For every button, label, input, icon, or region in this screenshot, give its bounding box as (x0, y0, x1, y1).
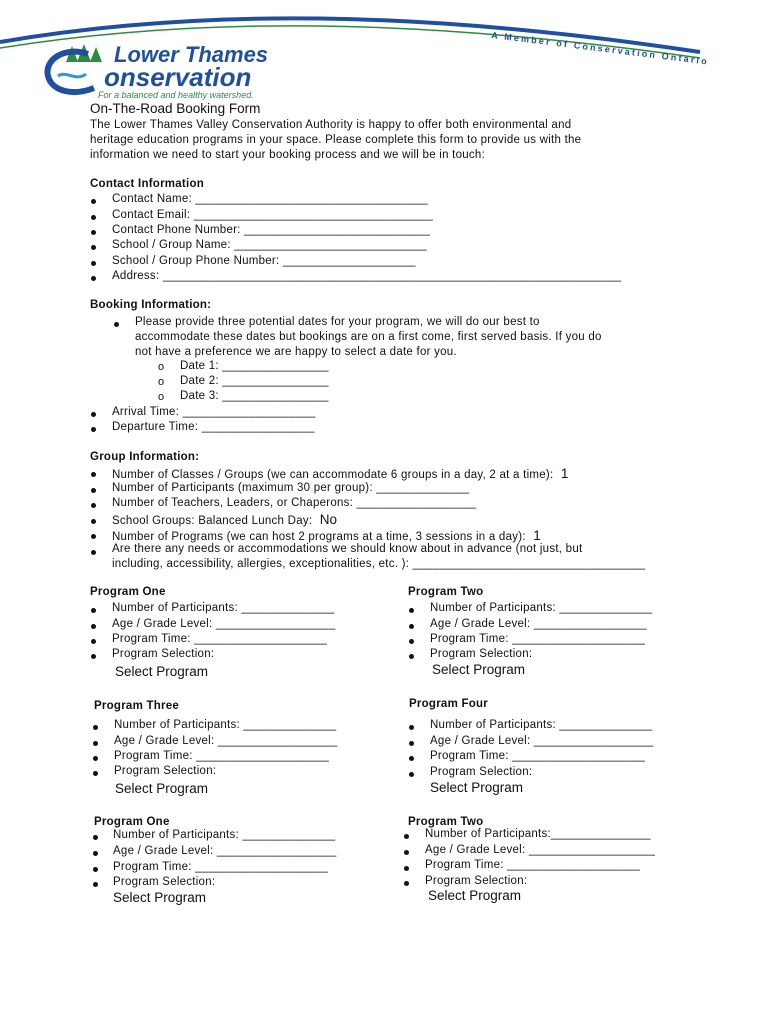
lunch-day-label: School Groups: Balanced Lunch Day: (112, 515, 313, 527)
p2-time-field[interactable]: Program Time: ____________________ (430, 633, 646, 645)
p3-grade-field[interactable]: Age / Grade Level: __________________ (114, 735, 338, 747)
p6-grade-field[interactable]: Age / Grade Level: ___________________ (425, 844, 656, 856)
p3-selection-label: Program Selection: (114, 765, 217, 777)
arrival-time-field[interactable]: Arrival Time: ____________________ (112, 406, 316, 418)
contact-heading: Contact Information (90, 178, 204, 190)
p3-select-program[interactable]: Select Program (115, 781, 209, 796)
p1-selection-label: Program Selection: (112, 648, 215, 660)
p5-time-field[interactable]: Program Time: ____________________ (113, 861, 329, 873)
needs-label: Are there any needs or accommodations we should know about in advance (not just, but (112, 543, 583, 555)
p1-participants-field[interactable]: Number of Participants: ______________ (112, 602, 335, 614)
p1-select-program[interactable]: Select Program (115, 664, 209, 679)
bullet (91, 472, 96, 477)
p1-grade-field[interactable]: Age / Grade Level: __________________ (112, 618, 336, 630)
lunch-day-field[interactable] (112, 512, 337, 527)
p3-time-field[interactable]: Program Time: ____________________ (114, 750, 330, 762)
booking-note-3: not have a preference we are happy to select a date for you. (135, 346, 457, 358)
p6-select-program[interactable]: Select Program (428, 888, 522, 903)
bullet (93, 867, 98, 872)
bullet (91, 199, 96, 204)
program-three-title: Program Three (94, 700, 180, 712)
participants-field[interactable]: Number of Participants (maximum 30 per group): ______________ (112, 482, 470, 494)
member-text: A Member of Conservation Ontario (490, 30, 710, 67)
p3-participants-field[interactable]: Number of Participants: ______________ (114, 719, 337, 731)
bullet (409, 741, 414, 746)
p6-selection-label: Program Selection: (425, 875, 528, 887)
bullet (93, 835, 98, 840)
booking-note-1: Please provide three potential dates for your program, we will do our best to (135, 316, 540, 328)
p4-selection-label: Program Selection: (430, 766, 533, 778)
num-programs-field[interactable] (112, 528, 541, 543)
date-2-field[interactable]: Date 2: ________________ (180, 375, 329, 387)
bullet (91, 608, 96, 613)
logo-line2: onservation (104, 62, 252, 92)
intro-line-2: heritage education programs in your space. Please complete this form to provide us with the (90, 134, 582, 146)
bullet (91, 427, 96, 432)
program-four-title: Program Four (409, 698, 489, 710)
bullet (91, 654, 96, 659)
p5-selection-label: Program Selection: (113, 876, 216, 888)
p2-grade-field[interactable]: Age / Grade Level: _________________ (430, 618, 647, 630)
bullet (404, 834, 409, 839)
bullet (114, 322, 119, 327)
num-programs-value[interactable]: 1 (533, 528, 541, 543)
address-field[interactable]: Address: _____________________________________________________________________ (112, 270, 622, 282)
needs-field[interactable]: including, accessibility, allergies, exceptionalities, etc. ): ___________________________________ (112, 558, 646, 570)
bullet (93, 882, 98, 887)
intro-line-1: The Lower Thames Valley Conservation Authority is happy to offer both environmental and (90, 119, 572, 131)
bullet (409, 624, 414, 629)
p5-select-program[interactable]: Select Program (113, 890, 207, 905)
chaperons-field[interactable]: Number of Teachers, Leaders, or Chaperons: __________________ (112, 497, 477, 509)
p6-participants-field[interactable]: Number of Participants:_______________ (425, 828, 651, 840)
bullet (93, 851, 98, 856)
p4-select-program[interactable]: Select Program (430, 780, 524, 795)
p2-participants-field[interactable]: Number of Participants: ______________ (430, 602, 653, 614)
intro-line-3: information we need to start your booking process and we will be in touch: (90, 149, 486, 161)
form-title: On-The-Road Booking Form (90, 101, 261, 116)
p5-grade-field[interactable]: Age / Grade Level: __________________ (113, 845, 337, 857)
bullet (409, 639, 414, 644)
p4-time-field[interactable]: Program Time: ____________________ (430, 750, 646, 762)
booking-heading: Booking Information: (90, 299, 212, 311)
logo-c-icon (44, 48, 104, 96)
date-1-field[interactable]: Date 1: ________________ (180, 360, 329, 372)
bullet (404, 850, 409, 855)
classes-groups-field[interactable] (112, 466, 568, 481)
booking-note-2: accommodate these dates but bookings are on a first come, first served basis. If you do (135, 331, 602, 343)
bullet (91, 639, 96, 644)
p2-select-program[interactable]: Select Program (432, 662, 526, 677)
bullet (93, 725, 98, 730)
sub-bullet: o (158, 361, 165, 373)
bullet (409, 756, 414, 761)
p1-time-field[interactable]: Program Time: ____________________ (112, 633, 328, 645)
contact-phone-field[interactable]: Contact Phone Number: ____________________________ (112, 224, 431, 236)
classes-groups-label: Number of Classes / Groups (we can accommodate 6 groups in a day, 2 at a time): (112, 469, 554, 481)
bullet (91, 503, 96, 508)
bullet (404, 881, 409, 886)
bullet (91, 624, 96, 629)
bullet (93, 756, 98, 761)
bullet (91, 519, 96, 524)
program-one-b-title: Program One (94, 816, 170, 828)
bullet (91, 230, 96, 235)
sub-bullet: o (158, 391, 165, 403)
program-two-b-title: Program Two (408, 816, 484, 828)
logo-tagline: For a balanced and healthy watershed. (98, 90, 254, 100)
bullet (91, 276, 96, 281)
p5-participants-field[interactable]: Number of Participants: ______________ (113, 829, 336, 841)
bullet (91, 488, 96, 493)
school-name-field[interactable]: School / Group Name: _____________________________ (112, 239, 427, 251)
lunch-day-value[interactable]: No (319, 512, 338, 527)
p4-grade-field[interactable]: Age / Grade Level: __________________ (430, 735, 654, 747)
num-programs-label: Number of Programs (we can host 2 programs at a time, 3 sessions in a day): (112, 531, 526, 543)
bullet (91, 550, 96, 555)
program-one-title: Program One (90, 586, 166, 598)
date-3-field[interactable]: Date 3: ________________ (180, 390, 329, 402)
p6-time-field[interactable]: Program Time: ____________________ (425, 859, 641, 871)
bullet (91, 534, 96, 539)
bullet (409, 654, 414, 659)
bullet (91, 412, 96, 417)
bullet (91, 261, 96, 266)
group-heading: Group Information: (90, 451, 200, 463)
contact-email-field[interactable]: Contact Email: ____________________________________ (112, 209, 433, 221)
contact-name-field[interactable]: Contact Name: ___________________________________ (112, 193, 428, 205)
departure-time-field[interactable]: Departure Time: _________________ (112, 421, 315, 433)
bullet (409, 772, 414, 777)
logo-line1: Lower Thames (114, 42, 269, 67)
bullet (91, 245, 96, 250)
bullet (409, 608, 414, 613)
sub-bullet: o (158, 376, 165, 388)
bullet (93, 771, 98, 776)
logo (44, 42, 294, 100)
classes-groups-value[interactable]: 1 (560, 466, 569, 481)
bullet (409, 725, 414, 730)
p2-selection-label: Program Selection: (430, 648, 533, 660)
bullet (93, 741, 98, 746)
bullet (404, 866, 409, 871)
school-phone-field[interactable]: School / Group Phone Number: ____________________ (112, 255, 416, 267)
program-two-title: Program Two (408, 586, 484, 598)
bullet (91, 215, 96, 220)
p4-participants-field[interactable]: Number of Participants: ______________ (430, 719, 653, 731)
